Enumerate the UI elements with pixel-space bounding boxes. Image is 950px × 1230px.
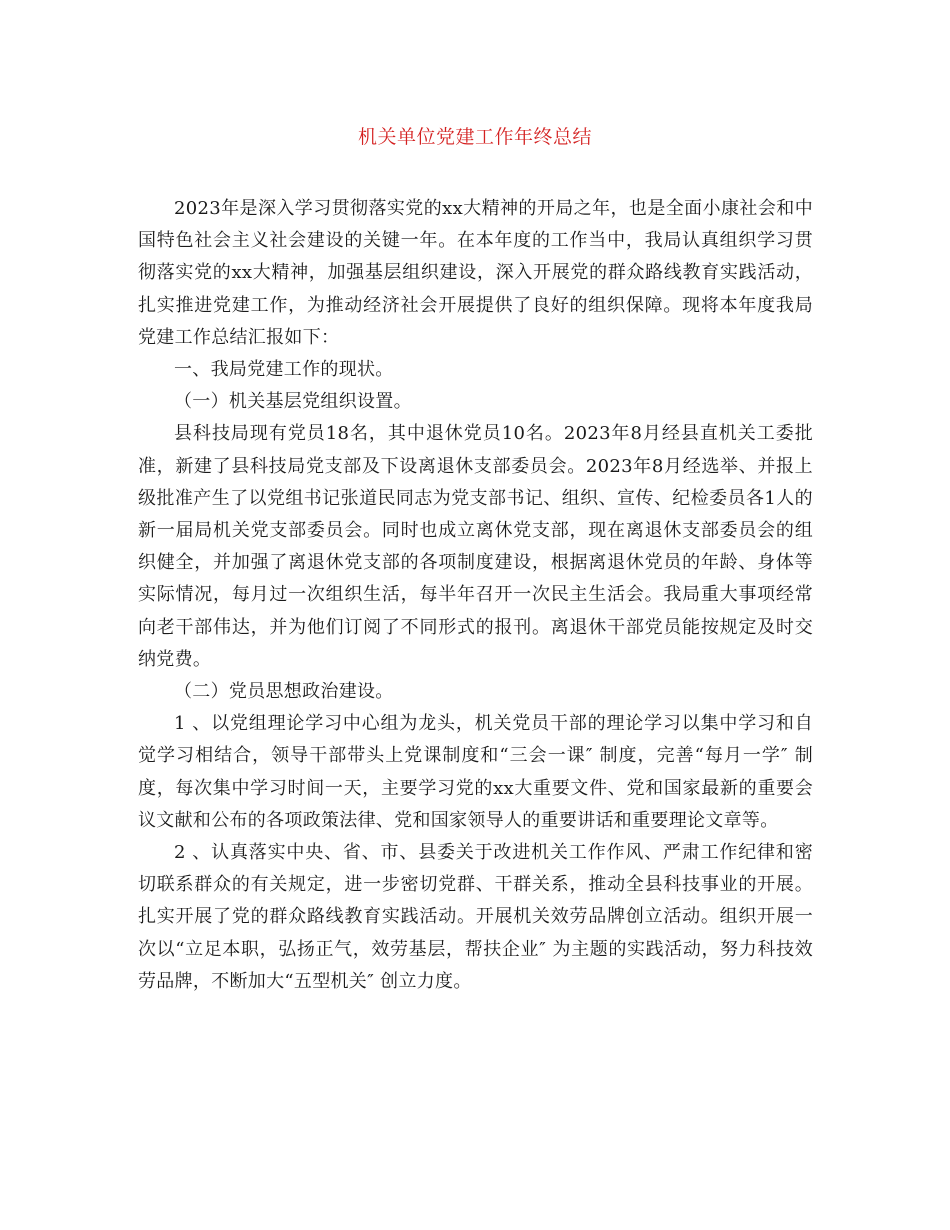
- document-body: [138, 193, 813, 998]
- paragraph-item-1: 1 、以党组理论学习中心组为龙头，机关党员干部的理论学习以集中学习和自觉学习相结合，领导干部带头上党课制度和“三会一课″ 制度，完善“每月一学″ 制度，每次集中学习时间一天，主要学习党的xx大重要文件、党和国家最新的重要会议文献和公布的各项政策法律、党和国家领导人的重要讲话和重要理论文章等。: [138, 713, 813, 831]
- paragraph-item-2: 2 、认真落实中央、省、市、县委关于改进机关工作作风、严肃工作纪律和密切联系群众的有关规定，进一步密切党群、干群关系，推动全县科技事业的开展。扎实开展了党的群众路线教育实践活动。开展机关效劳品牌创立活动。组织开展一次以“立足本职，弘扬正气，效劳基层，帮扶企业″ 为主题的实践活动，努力科技效劳品牌，不断加大“五型机关″ 创立力度。: [138, 842, 813, 992]
- section-heading-1: 一、我局党建工作的现状。: [174, 359, 394, 381]
- paragraph-intro: 2023年是深入学习贯彻落实党的xx大精神的开局之年，也是全面小康社会和中国特色社会主义社会建设的关键一年。在本年度的工作当中，我局认真组织学习贯彻落实党的xx大精神，加强基层组织建设，深入开展党的群众路线教育实践活动，扎实推进党建工作，为推动经济社会开展提供了良好的组织保障。现将本年度我局党建工作总结汇报如下：: [138, 198, 813, 348]
- subsection-heading-1: （一）机关基层党组织设置。: [174, 391, 412, 413]
- paragraph-org-setup: 县科技局现有党员18名，其中退休党员10名。2023年8月经县直机关工委批准，新建了县科技局党支部及下设离退休支部委员会。2023年8月经选举、并报上级批准产生了以党组书记张道民同志为党支部书记、组织、宣传、纪检委员各1人的新一届局机关党支部委员会。同时也成立离休党支部，现在离退休支部委员会的组织健全，并加强了离退休党支部的各项制度建设，根据离退休党员的年龄、身体等实际情况，每月过一次组织生活，每半年召开一次民主生活会。我局重大事项经常向老干部伟达，并为他们订阅了不同形式的报刊。离退休干部党员能按规定及时交纳党费。: [138, 423, 813, 670]
- subsection-heading-2: （二）党员思想政治建设。: [174, 681, 394, 703]
- document-title: 机关单位党建工作年终总结: [357, 126, 592, 148]
